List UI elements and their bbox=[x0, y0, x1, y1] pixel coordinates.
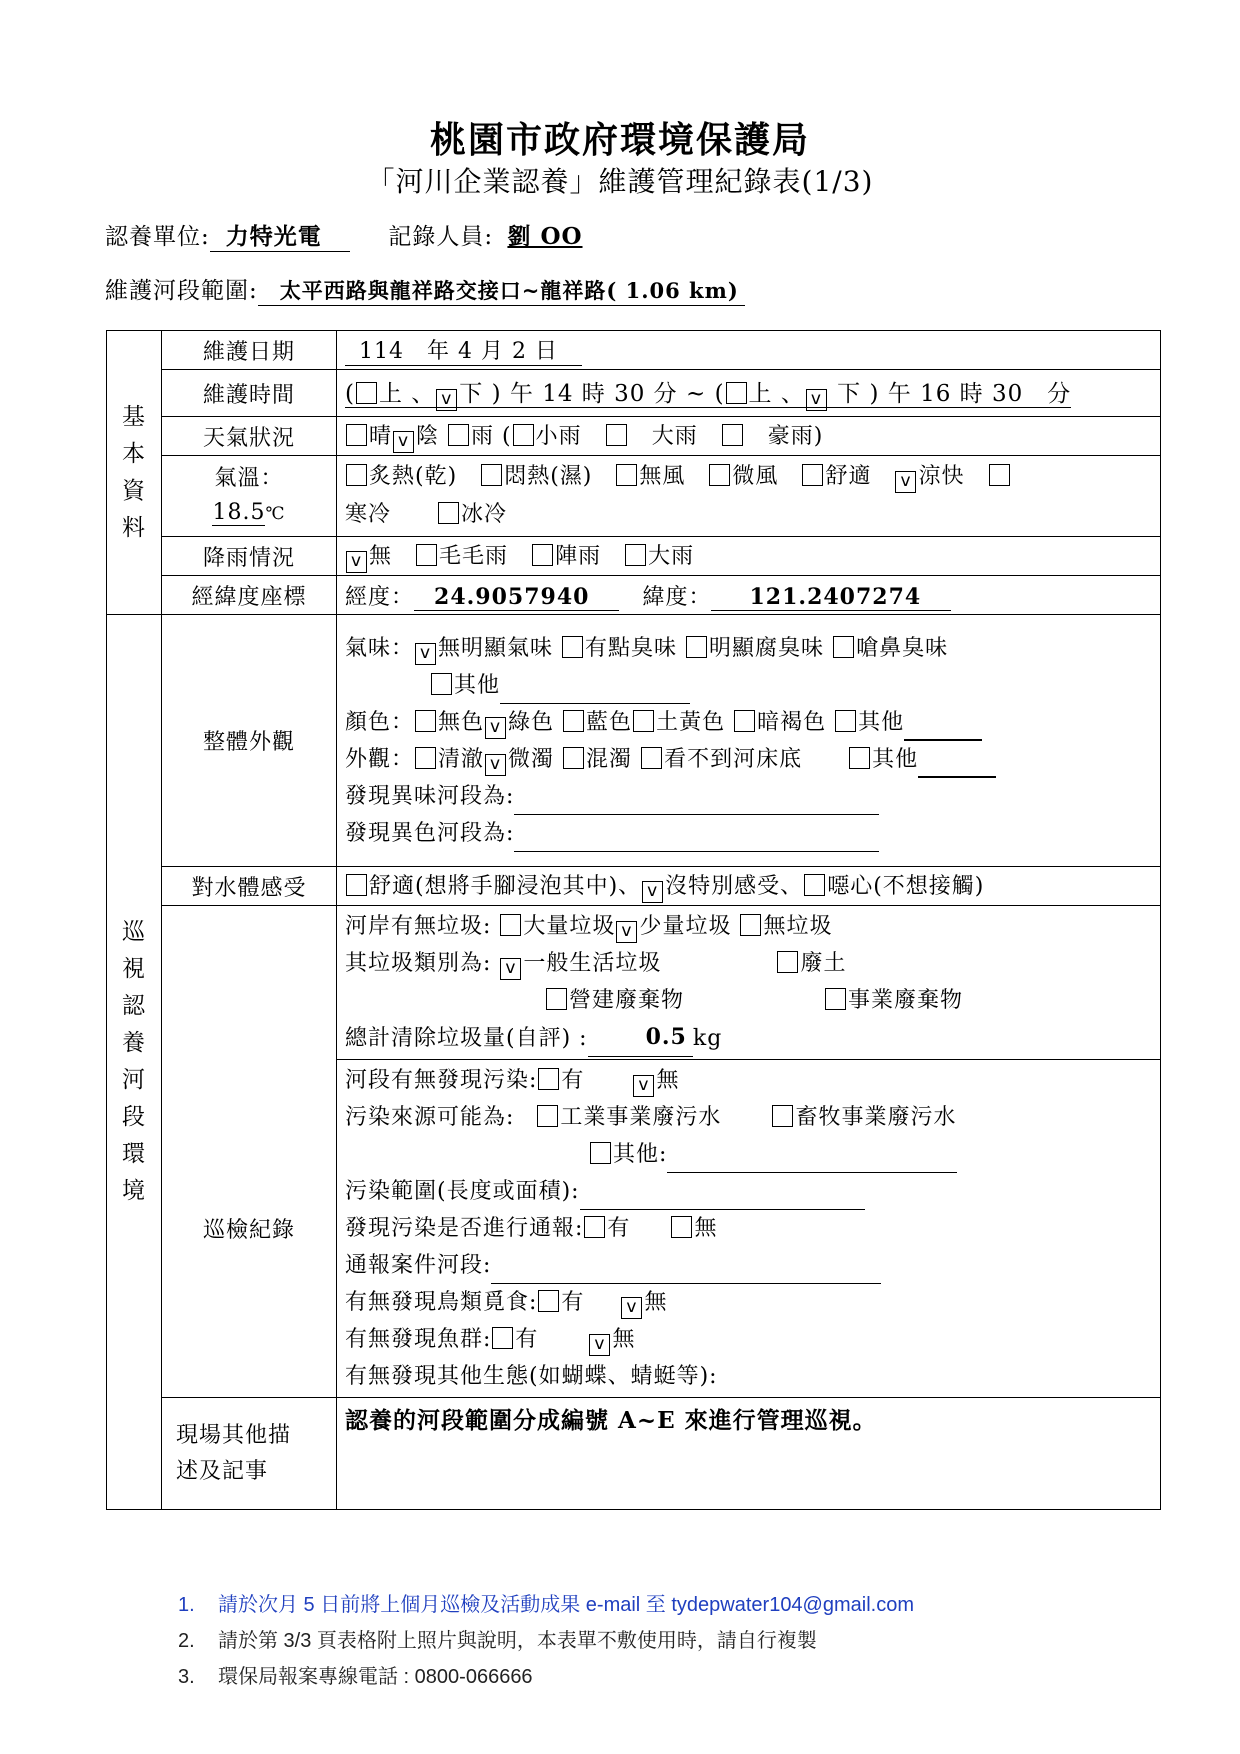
note-item bbox=[178, 1588, 914, 1617]
smell-label: 氣味： bbox=[345, 635, 415, 661]
lon-value: 24.9057940 bbox=[414, 584, 619, 611]
appearance-label: 整體外觀 bbox=[162, 615, 337, 867]
weather-heavy-label: 大雨 bbox=[651, 424, 698, 449]
look-checkbox[interactable] bbox=[415, 747, 436, 769]
temperature-options bbox=[337, 456, 1161, 537]
yes-label: 有 bbox=[561, 1290, 585, 1315]
pollution-label: 河段有無發現污染: bbox=[345, 1068, 538, 1093]
look-label: 外觀： bbox=[345, 746, 415, 772]
smell-option: 明顯腐臭味 bbox=[709, 635, 825, 661]
odd-smell-label: 發現異味河段為: bbox=[345, 783, 515, 809]
smell-option: 其他 bbox=[454, 672, 501, 698]
other-notes-label: 現場其他描 bbox=[176, 1422, 292, 1448]
header-line-section bbox=[105, 272, 745, 306]
source-checkbox[interactable] bbox=[772, 1105, 793, 1127]
other-eco-label: 有無發現其他生態(如蝴蝶、蜻蜓等): bbox=[345, 1364, 718, 1389]
source-line bbox=[345, 1099, 1152, 1136]
rain-option-checkbox[interactable]: v bbox=[346, 551, 367, 573]
bank-option: 少量垃圾 bbox=[639, 914, 732, 939]
garbage-type-label: 其垃圾類別為: bbox=[345, 951, 492, 976]
weather-light-label: 小雨 bbox=[535, 424, 582, 449]
unit-label: 認養單位: bbox=[105, 224, 210, 250]
time-sep: 、 bbox=[411, 381, 436, 407]
bank-line bbox=[345, 908, 1152, 945]
look-line bbox=[345, 741, 1152, 778]
color-option: 暗褐色 bbox=[757, 709, 827, 735]
rain-option-checkbox[interactable] bbox=[532, 544, 553, 566]
garbage-type-option: 營建廢棄物 bbox=[569, 988, 685, 1013]
section-basic-char: 料 bbox=[122, 514, 146, 541]
coords-label: 經緯度座標 bbox=[162, 576, 337, 615]
look-option: 看不到河床底 bbox=[664, 746, 803, 772]
color-option: 無色 bbox=[438, 709, 485, 735]
smell-line bbox=[345, 630, 1152, 667]
weather-cloudy-label: 陰 bbox=[416, 424, 440, 449]
recorder-label: 記錄人員: bbox=[388, 224, 494, 250]
garbage-total-label: 總計清除垃圾量(自評) : bbox=[345, 1026, 588, 1051]
feeling-option: 舒適(想將手腳浸泡其中)、 bbox=[369, 874, 642, 899]
smell-other-line bbox=[345, 667, 1152, 704]
weather-storm-label: 豪雨 bbox=[767, 424, 814, 449]
weather-heavy-checkbox[interactable] bbox=[606, 424, 627, 446]
other-notes-label: 述及記事 bbox=[176, 1458, 269, 1484]
temp-option-checkbox[interactable] bbox=[438, 502, 459, 524]
document-title: 桃園市政府環境保護局 bbox=[429, 119, 810, 161]
color-option: 藍色 bbox=[586, 709, 633, 735]
source-option: 畜牧事業廢污水 bbox=[795, 1105, 957, 1130]
row-rainfall bbox=[107, 537, 1161, 576]
color-checkbox[interactable]: v bbox=[485, 717, 506, 739]
feeling-checkbox[interactable]: v bbox=[642, 881, 663, 903]
weather-light-checkbox[interactable] bbox=[513, 424, 534, 446]
fish-line bbox=[345, 1321, 1152, 1358]
garbage-type-line bbox=[345, 945, 1152, 982]
inspection-cell bbox=[337, 1060, 1161, 1398]
fish-label: 有無發現魚群: bbox=[345, 1327, 492, 1352]
source-option: 工業事業廢污水 bbox=[560, 1105, 722, 1130]
no-label: 無 bbox=[612, 1327, 636, 1352]
yes-label: 有 bbox=[561, 1068, 585, 1093]
row-coords bbox=[107, 576, 1161, 615]
pollution-no-checkbox[interactable]: v bbox=[633, 1075, 654, 1097]
rain-option-checkbox[interactable] bbox=[625, 544, 646, 566]
rain-option-label: 無 bbox=[369, 544, 393, 569]
row-inspection bbox=[107, 1060, 1161, 1398]
temp-option-checkbox[interactable]: v bbox=[895, 471, 916, 493]
time-sep: 、 bbox=[780, 381, 805, 407]
time-value bbox=[345, 381, 1071, 408]
birds-yes-checkbox[interactable] bbox=[538, 1290, 559, 1312]
color-checkbox[interactable] bbox=[835, 710, 856, 732]
rain-option-label: 大雨 bbox=[648, 544, 695, 569]
yes-label: 有 bbox=[607, 1216, 631, 1241]
color-line bbox=[345, 704, 1152, 741]
temp-option-label: 悶熱(濕) bbox=[504, 464, 593, 489]
source-other-blank[interactable] bbox=[667, 1148, 957, 1173]
other-eco-line bbox=[345, 1358, 1152, 1395]
smell-checkbox[interactable] bbox=[686, 636, 707, 658]
smell-other-blank[interactable] bbox=[500, 679, 690, 704]
time-start-text: ) 午 14 時 30 分 ~ ( bbox=[491, 381, 725, 407]
time-start-am-checkbox[interactable] bbox=[356, 382, 377, 404]
weather-paren: ( bbox=[502, 424, 512, 449]
row-appearance bbox=[107, 615, 1161, 867]
section-patrol-char: 認 bbox=[122, 993, 146, 1019]
note-number: 2. bbox=[178, 1630, 195, 1652]
temp-option-label: 涼快 bbox=[918, 464, 965, 489]
look-option: 微濁 bbox=[508, 746, 555, 772]
color-checkbox[interactable] bbox=[415, 710, 436, 732]
source-checkbox[interactable] bbox=[537, 1105, 558, 1127]
color-option: 綠色 bbox=[508, 709, 555, 735]
color-option: 土黃色 bbox=[656, 709, 726, 735]
report-line bbox=[345, 1210, 1152, 1247]
inspection-label: 巡檢紀錄 bbox=[162, 1060, 337, 1398]
temp-option-checkbox[interactable] bbox=[481, 464, 502, 486]
source-checkbox[interactable] bbox=[590, 1142, 611, 1164]
record-form-table bbox=[106, 330, 1161, 1510]
section-patrol bbox=[107, 615, 162, 1510]
range-blank[interactable] bbox=[580, 1185, 865, 1210]
garbage-type-option: 廢土 bbox=[800, 951, 847, 976]
note-text: 請於次月 5 日前將上個月巡檢及活動成果 e-mail 至 tydepwater104@gmail.com bbox=[218, 1594, 914, 1616]
note-text: 環保局報案專線電話 : 0800-066666 bbox=[218, 1666, 533, 1688]
temp-option-label: 冰冷 bbox=[461, 502, 508, 527]
row-weather bbox=[107, 417, 1161, 456]
odd-color-blank[interactable] bbox=[514, 827, 879, 852]
date-label: 維護日期 bbox=[162, 331, 337, 370]
time-label: 維護時間 bbox=[162, 370, 337, 417]
time-end-am-checkbox[interactable] bbox=[726, 382, 747, 404]
weather-storm-checkbox[interactable] bbox=[722, 424, 743, 446]
color-checkbox[interactable] bbox=[633, 710, 654, 732]
no-label: 無 bbox=[656, 1068, 680, 1093]
yes-label: 有 bbox=[515, 1327, 539, 1352]
smell-checkbox[interactable] bbox=[833, 636, 854, 658]
section-basic-char: 資 bbox=[122, 477, 146, 504]
temperature-unit: ℃ bbox=[265, 503, 286, 524]
bank-checkbox[interactable] bbox=[500, 914, 521, 936]
no-label: 無 bbox=[644, 1290, 668, 1315]
row-garbage bbox=[107, 906, 1161, 1060]
section-patrol-char: 境 bbox=[122, 1178, 146, 1204]
section-label: 維護河段範圍: bbox=[105, 278, 258, 304]
source-option: 其他: bbox=[613, 1142, 668, 1167]
time-paren: ( bbox=[345, 381, 355, 407]
garbage-cell bbox=[337, 906, 1161, 1060]
look-option: 其他 bbox=[872, 746, 919, 772]
smell-checkbox[interactable]: v bbox=[415, 643, 436, 665]
weather-rain-label: 雨 bbox=[471, 424, 495, 449]
temperature-value: 18.5 bbox=[212, 499, 266, 525]
look-option: 混濁 bbox=[586, 746, 633, 772]
birds-line bbox=[345, 1284, 1152, 1321]
temp-option-label: 寒冷 bbox=[345, 502, 392, 527]
temp-option-label: 舒適 bbox=[825, 464, 872, 489]
temp-option-label: 無風 bbox=[639, 464, 686, 489]
color-option: 其他 bbox=[858, 709, 905, 735]
lon-label: 經度： bbox=[345, 584, 415, 610]
weather-cloudy-checkbox[interactable]: v bbox=[393, 431, 414, 453]
report-no-checkbox[interactable] bbox=[671, 1216, 692, 1238]
temp-option-checkbox[interactable] bbox=[616, 464, 637, 486]
report-label: 發現污染是否進行通報: bbox=[345, 1216, 584, 1241]
section-basic bbox=[107, 331, 162, 615]
feeling-option: 噁心(不想接觸) bbox=[827, 874, 985, 899]
source-label: 污染來源可能為: bbox=[345, 1105, 515, 1130]
row-feeling bbox=[107, 867, 1161, 906]
rain-option-label: 毛毛雨 bbox=[439, 544, 509, 569]
temperature-label-cell bbox=[162, 456, 337, 537]
lat-label: 緯度： bbox=[642, 584, 712, 610]
case-label: 通報案件河段: bbox=[345, 1253, 492, 1278]
temp-option-label: 微風 bbox=[732, 464, 779, 489]
weather-sunny-label: 晴 bbox=[369, 424, 393, 449]
section-patrol-char: 視 bbox=[122, 956, 146, 982]
pollution-yes-checkbox[interactable] bbox=[538, 1068, 559, 1090]
fish-yes-checkbox[interactable] bbox=[492, 1327, 513, 1349]
document-subtitle: 「河川企業認養」維護管理紀錄表(1/3) bbox=[366, 165, 874, 198]
garbage-type-checkbox[interactable] bbox=[546, 988, 567, 1010]
garbage-total-unit: kg bbox=[692, 1026, 723, 1051]
weather-rain-checkbox[interactable] bbox=[448, 424, 469, 446]
color-other-blank[interactable] bbox=[904, 715, 982, 741]
section-basic-char: 基 bbox=[122, 403, 146, 430]
color-checkbox[interactable] bbox=[563, 710, 584, 732]
smell-checkbox[interactable] bbox=[431, 673, 452, 695]
odd-smell-blank[interactable] bbox=[514, 790, 879, 815]
garbage-type-checkbox[interactable] bbox=[825, 988, 846, 1010]
bank-label: 河岸有無垃圾: bbox=[345, 914, 492, 939]
temp-option-label: 炙熱(乾) bbox=[369, 464, 458, 489]
case-line bbox=[345, 1247, 1152, 1284]
odd-color-label: 發現異色河段為: bbox=[345, 820, 515, 846]
garbage-type-option: 事業廢棄物 bbox=[848, 988, 964, 1013]
look-checkbox[interactable] bbox=[563, 747, 584, 769]
date-value: 114 年 4 月 2 日 bbox=[345, 334, 582, 366]
temp-option-checkbox[interactable] bbox=[709, 464, 730, 486]
weather-paren: ) bbox=[813, 424, 824, 449]
smell-option: 嗆鼻臭味 bbox=[856, 635, 949, 661]
other-notes-value: 認養的河段範圍分成編號 A~E 來進行管理巡視。 bbox=[345, 1407, 877, 1434]
header-line-unit bbox=[105, 218, 589, 252]
time-end-pm-checkbox[interactable]: v bbox=[806, 389, 827, 411]
lat-value: 121.2407274 bbox=[711, 584, 951, 611]
rain-option-checkbox[interactable] bbox=[416, 544, 437, 566]
temperature-label: 氣溫： bbox=[214, 465, 284, 491]
bank-checkbox[interactable]: v bbox=[616, 921, 637, 943]
other-notes-label-cell bbox=[162, 1398, 337, 1510]
temp-option-checkbox[interactable] bbox=[346, 464, 367, 486]
section-patrol-char: 巡 bbox=[122, 919, 146, 945]
fish-no-checkbox[interactable]: v bbox=[589, 1334, 610, 1356]
pm-label: 下 bbox=[837, 381, 862, 407]
look-other-blank[interactable] bbox=[918, 752, 996, 778]
birds-label: 有無發現鳥類覓食: bbox=[345, 1290, 538, 1315]
color-label: 顏色： bbox=[345, 709, 415, 735]
note-item bbox=[178, 1660, 533, 1689]
am-label: 上 bbox=[748, 381, 773, 407]
temp-option-checkbox[interactable] bbox=[989, 464, 1010, 486]
bank-option: 大量垃圾 bbox=[523, 914, 616, 939]
feeling-option: 沒特別感受、 bbox=[665, 874, 804, 899]
note-number: 1. bbox=[178, 1594, 195, 1616]
rain-option-label: 陣雨 bbox=[555, 544, 602, 569]
pollution-line bbox=[345, 1062, 1152, 1099]
note-item bbox=[178, 1624, 817, 1653]
time-end-text: ) 午 16 時 30 分 bbox=[869, 381, 1072, 407]
garbage-type-checkbox[interactable]: v bbox=[500, 958, 521, 980]
look-checkbox[interactable]: v bbox=[485, 754, 506, 776]
temp-option-checkbox[interactable] bbox=[802, 464, 823, 486]
garbage-type-checkbox[interactable] bbox=[777, 951, 798, 973]
weather-label: 天氣狀況 bbox=[162, 417, 337, 456]
garbage-type-option: 一般生活垃圾 bbox=[523, 951, 662, 976]
birds-no-checkbox[interactable]: v bbox=[621, 1297, 642, 1319]
source-other-line bbox=[345, 1136, 1152, 1173]
feeling-checkbox[interactable] bbox=[804, 874, 825, 896]
look-checkbox[interactable] bbox=[641, 747, 662, 769]
report-yes-checkbox[interactable] bbox=[584, 1216, 605, 1238]
feeling-label: 對水體感受 bbox=[162, 867, 337, 906]
section-patrol-char: 環 bbox=[122, 1141, 146, 1167]
garbage-type-line-2 bbox=[345, 982, 1152, 1019]
unit-value: 力特光電 bbox=[210, 218, 350, 252]
am-label: 上 bbox=[378, 381, 403, 407]
time-start-pm-checkbox[interactable]: v bbox=[436, 389, 457, 411]
section-basic-char: 本 bbox=[122, 440, 146, 467]
color-checkbox[interactable] bbox=[734, 710, 755, 732]
range-label: 污染範圍(長度或面積): bbox=[345, 1179, 580, 1204]
garbage-total-value: 0.5 bbox=[588, 1019, 693, 1057]
section-patrol-char: 養 bbox=[122, 1030, 146, 1056]
smell-option: 有點臭味 bbox=[585, 635, 678, 661]
section-value: 太平西路與龍祥路交接口~龍祥路( 1.06 km) bbox=[258, 275, 745, 306]
bank-checkbox[interactable] bbox=[740, 914, 761, 936]
smell-option: 無明顯氣味 bbox=[438, 635, 554, 661]
row-date bbox=[107, 331, 1161, 370]
appearance-cell bbox=[337, 615, 1161, 867]
rainfall-label: 降雨情況 bbox=[162, 537, 337, 576]
feeling-checkbox[interactable] bbox=[346, 874, 367, 896]
recorder-value: 劉 OO bbox=[507, 223, 583, 250]
section-patrol-char: 段 bbox=[122, 1104, 146, 1130]
no-label: 無 bbox=[694, 1216, 718, 1241]
odd-color-line bbox=[345, 815, 1152, 852]
smell-checkbox[interactable] bbox=[562, 636, 583, 658]
note-text: 請於第 3/3 頁表格附上照片與說明，本表單不敷使用時，請自行複製 bbox=[218, 1630, 817, 1652]
odd-smell-line bbox=[345, 778, 1152, 815]
row-temperature bbox=[107, 456, 1161, 537]
garbage-total-line bbox=[345, 1019, 1152, 1057]
garbage-label-cell bbox=[162, 906, 337, 1060]
section-patrol-char: 河 bbox=[122, 1067, 146, 1093]
note-number: 3. bbox=[178, 1666, 195, 1688]
pm-label: 下 bbox=[459, 381, 484, 407]
other-notes-cell[interactable] bbox=[337, 1398, 1161, 1510]
row-other-notes bbox=[107, 1398, 1161, 1510]
look-checkbox[interactable] bbox=[849, 747, 870, 769]
case-blank[interactable] bbox=[491, 1259, 881, 1284]
range-line bbox=[345, 1173, 1152, 1210]
row-time bbox=[107, 370, 1161, 417]
weather-sunny-checkbox[interactable] bbox=[346, 424, 367, 446]
bank-option: 無垃圾 bbox=[763, 914, 833, 939]
look-option: 清澈 bbox=[438, 746, 485, 772]
